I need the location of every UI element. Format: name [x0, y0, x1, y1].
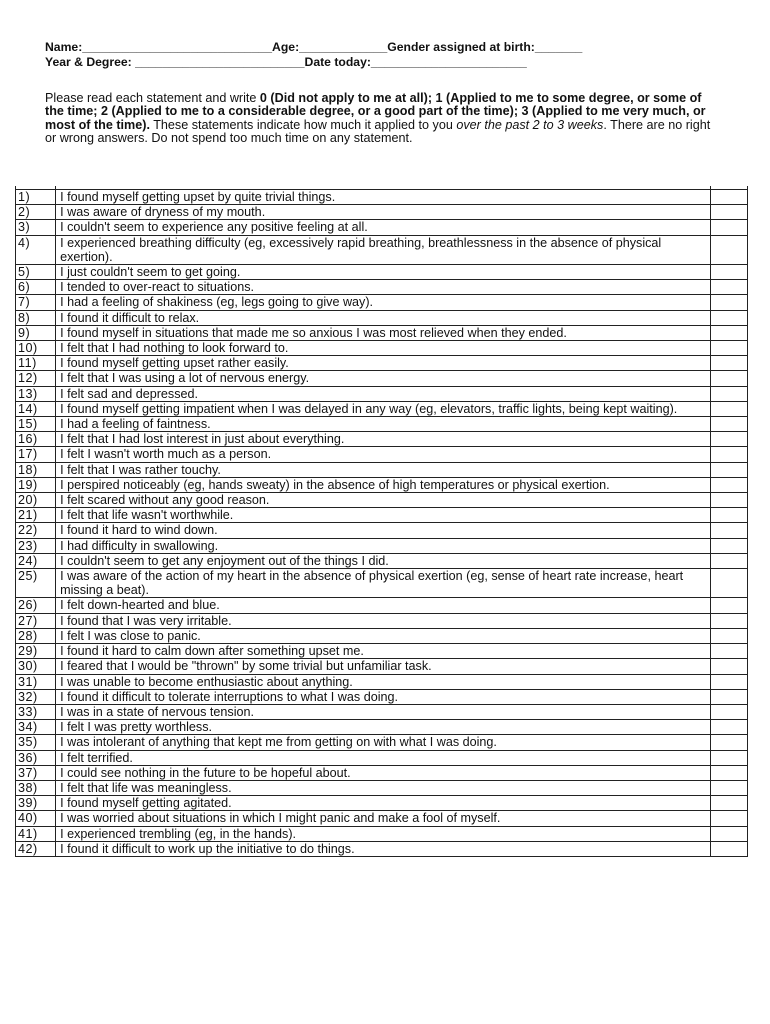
item-answer-cell[interactable]: [710, 508, 747, 523]
item-answer-cell[interactable]: [710, 220, 747, 235]
table-row: [16, 765, 748, 780]
item-number: 1): [16, 190, 56, 205]
item-number: 18): [16, 462, 56, 477]
item-statement: I was aware of dryness of my mouth.: [56, 205, 711, 220]
statements-table: [15, 186, 748, 857]
item-statement: I felt that I was using a lot of nervous energy.: [56, 371, 711, 386]
table-row: [16, 659, 748, 674]
item-statement: I found that I was very irritable.: [56, 613, 711, 628]
table-row: [16, 265, 748, 280]
item-answer-cell[interactable]: [710, 735, 747, 750]
item-statement: I found it difficult to tolerate interruptions to what I was doing.: [56, 689, 711, 704]
table-row: [16, 553, 748, 568]
item-number: 27): [16, 613, 56, 628]
item-number: 17): [16, 447, 56, 462]
table-row: [16, 569, 748, 598]
item-answer-cell[interactable]: [710, 325, 747, 340]
item-answer-cell[interactable]: [710, 493, 747, 508]
table-row: [16, 523, 748, 538]
item-number: 37): [16, 765, 56, 780]
item-answer-cell[interactable]: [710, 704, 747, 719]
item-number: 13): [16, 386, 56, 401]
item-number: 36): [16, 750, 56, 765]
item-statement: I had a feeling of faintness.: [56, 417, 711, 432]
table-row: [16, 295, 748, 310]
table-row: [16, 477, 748, 492]
item-statement: I had a feeling of shakiness (eg, legs going to give way).: [56, 295, 711, 310]
item-number: 14): [16, 401, 56, 416]
statements-rows: [16, 190, 748, 857]
item-answer-cell[interactable]: [710, 553, 747, 568]
item-answer-cell[interactable]: [710, 205, 747, 220]
item-statement: I felt terrified.: [56, 750, 711, 765]
table-row: [16, 826, 748, 841]
item-statement: I felt that life wasn't worthwhile.: [56, 508, 711, 523]
table-row: [16, 508, 748, 523]
item-number: 9): [16, 325, 56, 340]
table-row: [16, 674, 748, 689]
item-statement: I was unable to become enthusiastic about anything.: [56, 674, 711, 689]
item-answer-cell[interactable]: [710, 462, 747, 477]
item-answer-cell[interactable]: [710, 811, 747, 826]
table-row: [16, 401, 748, 416]
item-statement: I found it difficult to work up the initiative to do things.: [56, 841, 711, 856]
item-answer-cell[interactable]: [710, 796, 747, 811]
instructions-timeframe: over the past 2 to 3 weeks: [456, 117, 604, 132]
item-number: 5): [16, 265, 56, 280]
item-number: 16): [16, 432, 56, 447]
table-row: [16, 386, 748, 401]
item-number: 30): [16, 659, 56, 674]
item-answer-cell[interactable]: [710, 780, 747, 795]
item-answer-cell[interactable]: [710, 341, 747, 356]
instructions-text-1: Please read each statement and write: [45, 91, 260, 105]
item-statement: I perspired noticeably (eg, hands sweaty) in the absence of high temperatures or physical exertion.: [56, 477, 711, 492]
item-number: 15): [16, 417, 56, 432]
item-statement: I was worried about situations in which I might panic and make a fool of myself.: [56, 811, 711, 826]
item-statement: I felt that life was meaningless.: [56, 780, 711, 795]
instructions-text-3: . There are no right or wrong answers. Do not spend too much time on any statement.: [45, 117, 711, 146]
item-number: 19): [16, 477, 56, 492]
item-number: 21): [16, 508, 56, 523]
table-row: [16, 356, 748, 371]
item-answer-cell[interactable]: [710, 295, 747, 310]
item-statement: I feared that I would be "thrown" by some trivial but unfamiliar task.: [56, 659, 711, 674]
table-row: [16, 190, 748, 205]
header-year-degree-date: Year & Degree: _________________________Date today:_______________________: [45, 55, 527, 69]
item-answer-cell[interactable]: [710, 310, 747, 325]
item-answer-cell[interactable]: [710, 538, 747, 553]
item-number: 4): [16, 235, 56, 264]
table-row: [16, 613, 748, 628]
instructions-scale: 0 (Did not apply to me at all); 1 (Applied to me to some degree, or some of the time; 2 (Applied to me to a considerable degree, or a good part of the time); 3 (Applied to me very much, or most of the time).: [45, 91, 706, 132]
item-statement: I felt I was pretty worthless.: [56, 720, 711, 735]
item-number: 25): [16, 569, 56, 598]
item-number: 42): [16, 841, 56, 856]
item-answer-cell[interactable]: [710, 371, 747, 386]
item-number: 40): [16, 811, 56, 826]
table-row: [16, 371, 748, 386]
item-statement: I found it hard to wind down.: [56, 523, 711, 538]
item-statement: I felt that I was rather touchy.: [56, 462, 711, 477]
instructions-text-2: These statements indicate how much it applied to you: [149, 117, 457, 132]
table-row: [16, 417, 748, 432]
item-number: 2): [16, 205, 56, 220]
table-row: [16, 735, 748, 750]
item-statement: I was intolerant of anything that kept me from getting on with what I was doing.: [56, 735, 711, 750]
item-number: 10): [16, 341, 56, 356]
item-answer-cell[interactable]: [710, 432, 747, 447]
item-statement: I experienced trembling (eg, in the hands).: [56, 826, 711, 841]
item-number: 12): [16, 371, 56, 386]
table-row: [16, 780, 748, 795]
table-row: [16, 538, 748, 553]
item-statement: I was in a state of nervous tension.: [56, 704, 711, 719]
item-answer-cell[interactable]: [710, 447, 747, 462]
item-statement: I was aware of the action of my heart in the absence of physical exertion (eg, sense of heart rate increase, heart missing a beat).: [56, 569, 711, 598]
item-number: 38): [16, 780, 56, 795]
table-row: [16, 205, 748, 220]
item-statement: I felt down-hearted and blue.: [56, 598, 711, 613]
item-answer-cell[interactable]: [710, 569, 747, 598]
item-statement: I found myself getting upset by quite trivial things.: [56, 190, 711, 205]
item-answer-cell[interactable]: [710, 280, 747, 295]
item-statement: I found it hard to calm down after something upset me.: [56, 644, 711, 659]
item-number: 35): [16, 735, 56, 750]
item-statement: I felt I wasn't worth much as a person.: [56, 447, 711, 462]
item-answer-cell[interactable]: [710, 598, 747, 613]
item-statement: I found myself getting upset rather easily.: [56, 356, 711, 371]
item-statement: I found myself getting agitated.: [56, 796, 711, 811]
item-number: 23): [16, 538, 56, 553]
item-number: 31): [16, 674, 56, 689]
item-answer-cell[interactable]: [710, 750, 747, 765]
instructions: [45, 92, 713, 146]
item-answer-cell[interactable]: [710, 674, 747, 689]
item-statement: I felt scared without any good reason.: [56, 493, 711, 508]
table-row: [16, 811, 748, 826]
item-answer-cell[interactable]: [710, 613, 747, 628]
item-number: 6): [16, 280, 56, 295]
item-number: 26): [16, 598, 56, 613]
table-row: [16, 493, 748, 508]
table-row: [16, 689, 748, 704]
item-statement: I found it difficult to relax.: [56, 310, 711, 325]
item-answer-cell[interactable]: [710, 826, 747, 841]
table-row: [16, 325, 748, 340]
item-answer-cell[interactable]: [710, 689, 747, 704]
table-row: [16, 462, 748, 477]
item-statement: I found myself getting impatient when I was delayed in any way (eg, elevators, traffic lights, being kept waiting).: [56, 401, 711, 416]
item-answer-cell[interactable]: [710, 235, 747, 264]
item-number: 34): [16, 720, 56, 735]
item-answer-cell[interactable]: [710, 644, 747, 659]
table-row: [16, 280, 748, 295]
item-answer-cell[interactable]: [710, 401, 747, 416]
item-number: 29): [16, 644, 56, 659]
item-answer-cell[interactable]: [710, 417, 747, 432]
item-answer-cell[interactable]: [710, 720, 747, 735]
item-number: 24): [16, 553, 56, 568]
table-row: [16, 796, 748, 811]
table-row: [16, 598, 748, 613]
item-statement: I felt that I had nothing to look forward to.: [56, 341, 711, 356]
item-number: 32): [16, 689, 56, 704]
table-row: [16, 341, 748, 356]
item-number: 41): [16, 826, 56, 841]
item-number: 22): [16, 523, 56, 538]
item-statement: I couldn't seem to experience any positive feeling at all.: [56, 220, 711, 235]
table-row: [16, 644, 748, 659]
item-number: 3): [16, 220, 56, 235]
item-answer-cell[interactable]: [710, 356, 747, 371]
table-row: [16, 720, 748, 735]
table-row: [16, 841, 748, 856]
table-row: [16, 704, 748, 719]
item-answer-cell[interactable]: [710, 765, 747, 780]
table-row: [16, 310, 748, 325]
item-answer-cell[interactable]: [710, 628, 747, 643]
table-row: [16, 432, 748, 447]
item-answer-cell[interactable]: [710, 659, 747, 674]
item-statement: I experienced breathing difficulty (eg, excessively rapid breathing, breathlessness in the absence of physical exertion).: [56, 235, 711, 264]
table-row: [16, 235, 748, 264]
item-statement: I felt sad and depressed.: [56, 386, 711, 401]
item-statement: I found myself in situations that made me so anxious I was most relieved when they ended.: [56, 325, 711, 340]
header-name-age-gender: Name:____________________________Age:_____________Gender assigned at birth:_______: [45, 40, 583, 54]
item-statement: I felt that I had lost interest in just about everything.: [56, 432, 711, 447]
item-answer-cell[interactable]: [710, 477, 747, 492]
item-statement: I tended to over-react to situations.: [56, 280, 711, 295]
item-number: 33): [16, 704, 56, 719]
item-statement: I just couldn't seem to get going.: [56, 265, 711, 280]
item-statement: I had difficulty in swallowing.: [56, 538, 711, 553]
item-answer-cell[interactable]: [710, 190, 747, 205]
item-answer-cell[interactable]: [710, 386, 747, 401]
item-answer-cell[interactable]: [710, 265, 747, 280]
table-row: [16, 447, 748, 462]
item-answer-cell[interactable]: [710, 523, 747, 538]
table-row: [16, 628, 748, 643]
item-number: 20): [16, 493, 56, 508]
table-row: [16, 220, 748, 235]
item-answer-cell[interactable]: [710, 841, 747, 856]
item-statement: I felt I was close to panic.: [56, 628, 711, 643]
table-row: [16, 750, 748, 765]
item-number: 28): [16, 628, 56, 643]
item-statement: I couldn't seem to get any enjoyment out of the things I did.: [56, 553, 711, 568]
item-number: 8): [16, 310, 56, 325]
item-number: 7): [16, 295, 56, 310]
item-statement: I could see nothing in the future to be hopeful about.: [56, 765, 711, 780]
item-number: 11): [16, 356, 56, 371]
item-number: 39): [16, 796, 56, 811]
